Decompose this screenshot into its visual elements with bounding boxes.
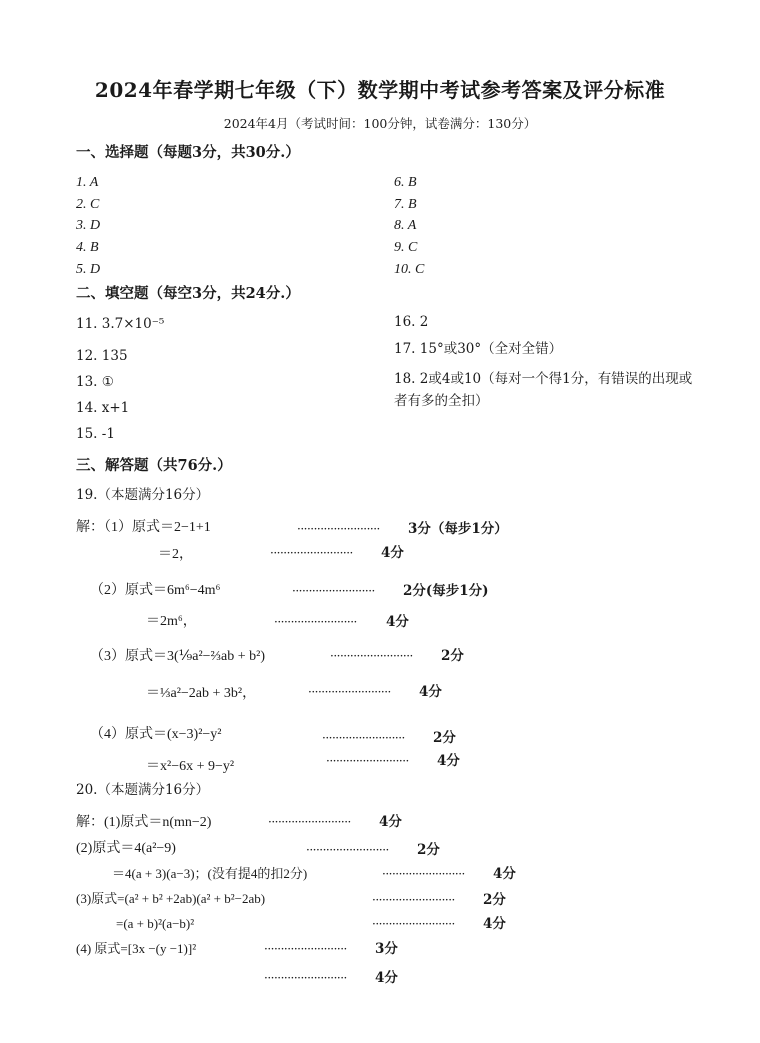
q19-line: 解：（1）原式＝2−1+1 [76,520,211,535]
answer-3: 3. D [76,218,101,233]
score-label: 3分 [375,941,398,957]
score-label: 2分 [417,842,440,858]
score-dots: ························· [330,649,413,663]
q20-line: 解：(1)原式＝n(mn−2) [76,815,212,830]
question-20-heading: 20.（本题满分16分） [76,782,210,798]
answer-10: 10. C [394,262,425,277]
answer-9: 9. C [394,240,418,255]
score-dots: ························· [382,867,465,881]
score-label: 2分 [433,730,456,746]
answer-5: 5. D [76,262,101,277]
page-title: 2024年春学期七年级（下）数学期中考试参考答案及评分标准 [94,78,666,102]
answer-17: 17. 15°或30°（全对全错） [394,341,563,357]
score-dots: ························· [372,893,455,907]
answer-7: 7. B [394,197,417,212]
score-dots: ························· [297,522,380,536]
q19-line: ＝x²−6x + 9−y² [146,759,235,774]
score-label: 4分 [419,684,442,700]
q19-line: （4）原式＝(x−3)²−y² [90,727,222,742]
q19-line: ＝2m⁶， [146,614,197,629]
section-2-heading: 二、填空题（每空3分，共24分.） [76,285,300,302]
score-dots: ························· [264,942,347,956]
answer-14: 14. x+1 [76,400,130,416]
q19-line: ＝⅓a²−2ab + 3b²， [146,686,257,701]
answer-13: 13. ① [76,374,114,390]
q20-line: (4) 原式=[3x −(y −1)]² [76,941,197,956]
score-label: 4分 [379,814,402,830]
score-dots: ························· [372,917,455,931]
score-label: 4分 [375,970,398,986]
score-label: 2分(每步1分) [403,583,489,599]
answer-15: 15. -1 [76,426,115,442]
section-3-heading: 三、解答题（共76分.） [76,457,232,474]
score-dots: ························· [308,685,391,699]
q20-line: ＝4(a + 3)(a−3)；(没有提4的扣2分) [112,866,308,881]
score-label: 4分 [483,916,506,932]
score-dots: ························· [326,754,409,768]
score-label: 4分 [437,753,460,769]
answer-12: 12. 135 [76,348,128,364]
answer-8: 8. A [394,218,417,233]
score-dots: ························· [306,843,389,857]
score-dots: ························· [264,971,347,985]
q19-line: （2）原式＝6m⁶−4m⁶ [90,583,221,598]
page-subtitle: 2024年4月（考试时间：100分钟，试卷满分：130分） [223,116,537,131]
q19-line: （3）原式＝3(⅑a²−⅔ab + b²) [90,649,266,664]
score-dots: ························· [292,584,375,598]
score-dots: ························· [270,546,353,560]
q19-line: ＝2， [158,547,193,562]
answer-18: 18. 2或4或10（每对一个得1分，有错误的出现或者有多的全扣） [394,371,693,410]
answer-1: 1. A [76,175,99,190]
answer-2: 2. C [76,197,100,212]
score-dots: ························· [274,615,357,629]
q20-line: (3)原式=(a² + b² +2ab)(a² + b²−2ab) [76,891,266,906]
answer-4: 4. B [76,240,99,255]
q20-line: (2)原式＝4(a²−9) [76,841,176,856]
answer-16: 16. 2 [394,314,429,330]
score-label: 2分 [441,648,464,664]
answer-11: 11. 3.7×10⁻⁵ [76,316,165,332]
answer-6: 6. B [394,175,417,190]
score-label: 2分 [483,892,506,908]
q20-line: =(a + b)²(a−b)² [116,916,195,931]
score-label: 4分 [381,545,404,561]
score-label: 4分 [493,866,516,882]
score-dots: ························· [322,731,405,745]
score-dots: ························· [268,815,351,829]
score-label: 4分 [386,614,409,630]
score-label: 3分（每步1分） [408,521,508,537]
question-19-heading: 19.（本题满分16分） [76,487,210,503]
section-1-heading: 一、选择题（每题3分，共30分.） [76,144,300,161]
